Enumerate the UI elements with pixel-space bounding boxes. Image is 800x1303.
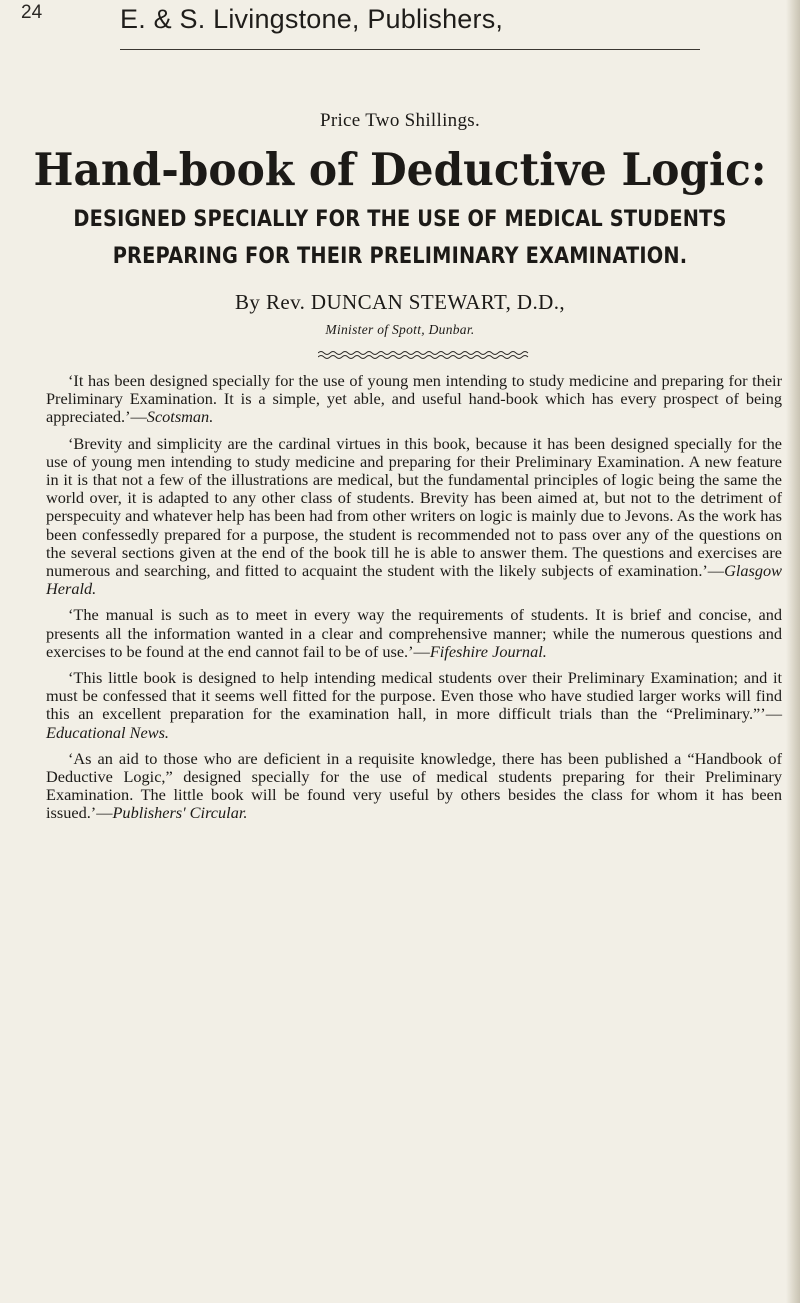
- header-rule: [120, 49, 700, 50]
- page-edge-shadow: [786, 0, 800, 1303]
- price-line: Price Two Shillings.: [319, 110, 481, 131]
- review-source: Educational News.: [46, 722, 170, 742]
- review-text: ‘It has been designed specially for the use of young men intending to study medicine and preparing for their Preliminary Examination. It is a simple, yet able, and useful hand-book which has every prospect of being appreciated.’—: [46, 371, 782, 427]
- book-title: Hand-book of Deductive Logic:: [33, 143, 767, 196]
- author-line: By Rev. DUNCAN STEWART, D.D.,: [235, 290, 565, 314]
- page-number: 24: [21, 2, 43, 23]
- wavy-divider: [318, 349, 532, 361]
- review-glasgow-herald: [46, 435, 782, 599]
- review-source: Publishers' Circular.: [112, 803, 248, 823]
- review-publishers-circular: [46, 750, 782, 823]
- subtitle-line-2: PREPARING FOR THEIR PRELIMINARY EXAMINATION.: [112, 243, 688, 269]
- review-text: ‘This little book is designed to help intending medical students over their Preliminary Examination; and it must be confessed that it seems well fitted for the purpose. Even those who have studied larger works will find this an excellent preparation for the examination hall, in more difficult trials than the “Preliminary.”’—: [46, 668, 782, 724]
- subtitle-line-1: DESIGNED SPECIALLY FOR THE USE OF MEDICAL STUDENTS: [73, 206, 727, 232]
- review-scotsman: [46, 372, 782, 427]
- review-text: ‘Brevity and simplicity are the cardinal virtues in this book, because it has been designed specially for the use of young men intending to study medicine and preparing for their Preliminary Examination. A new feature in it is that not a few of the illustrations are medical, but the fundamental principles of logic being the same the world over, it is adapted to any other class of students. Brevity has been aimed at, but not to the detriment of perspecuity and whatever help has been had from other writers on logic is mainly due to Jevons. As the work has been confessedly prepared for a purpose, the student is recommended not to pass over any of the questions on the several sections given at the end of the book till he is able to answer them. The questions and exercises are numerous and searching, and fitted to acquaint the student with the likely subjects of examination.’—: [46, 433, 782, 581]
- review-educational-news: [46, 669, 782, 742]
- reviews-section: [46, 372, 782, 831]
- review-text: ‘As an aid to those who are deficient in a requisite knowledge, there has been published a “Handbook of Deductive Logic,” designed specially for the use of medical students preparing for their Preliminary Examination. The little book will be found very useful by others besides the class for whom it has been issued.’—: [46, 748, 782, 823]
- review-source: Fifeshire Journal.: [429, 641, 547, 661]
- review-source: Scotsman.: [146, 407, 214, 427]
- review-fifeshire-journal: [46, 606, 782, 661]
- author-affiliation: Minister of Spott, Dunbar.: [325, 322, 475, 337]
- running-head: E. & S. Livingstone, Publishers,: [120, 4, 504, 34]
- review-text: ‘The manual is such as to meet in every way the requirements of students. It is brief and concise, and presents all the information wanted in a clear and comprehensive manner; while the numerous questions and exercises to be found at the end cannot fail to be of use.’—: [46, 605, 782, 661]
- review-source: Glasgow Herald.: [46, 561, 782, 599]
